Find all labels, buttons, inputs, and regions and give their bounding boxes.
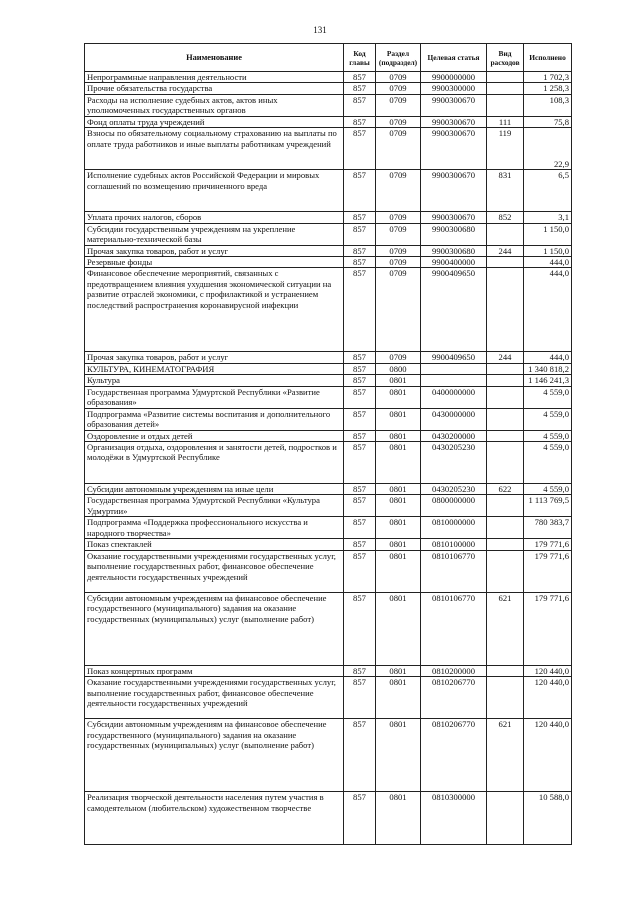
- row-amount: 444,0: [524, 257, 572, 268]
- row-article: 0430205230: [421, 484, 487, 495]
- row-code: 857: [344, 245, 376, 256]
- row-amount: 120 440,0: [524, 665, 572, 676]
- row-expense-type: [487, 792, 524, 845]
- row-amount: 444,0: [524, 352, 572, 363]
- row-name: Уплата прочих налогов, сборов: [85, 212, 344, 223]
- row-section: 0709: [376, 72, 421, 83]
- row-amount: 4 559,0: [524, 442, 572, 484]
- row-code: 857: [344, 72, 376, 83]
- row-expense-type: 111: [487, 116, 524, 127]
- row-article: [421, 363, 487, 374]
- row-expense-type: 852: [487, 212, 524, 223]
- table-row: [85, 592, 572, 665]
- table-row: [85, 245, 572, 256]
- row-section: 0801: [376, 550, 421, 592]
- row-amount: 444,0: [524, 268, 572, 352]
- row-article: 9900300000: [421, 83, 487, 94]
- row-article: 0810200000: [421, 665, 487, 676]
- row-amount: 1 258,3: [524, 83, 572, 94]
- row-section: 0709: [376, 223, 421, 245]
- row-section: 0709: [376, 128, 421, 170]
- row-article: 9900300670: [421, 170, 487, 212]
- row-section: 0709: [376, 245, 421, 256]
- budget-table: [84, 43, 572, 845]
- row-code: 857: [344, 665, 376, 676]
- row-article: 9900000000: [421, 72, 487, 83]
- table-row: [85, 116, 572, 127]
- table-row: [85, 484, 572, 495]
- row-section: 0709: [376, 83, 421, 94]
- row-expense-type: [487, 442, 524, 484]
- row-name: Непрограммные направления деятельности: [85, 72, 344, 83]
- row-code: 857: [344, 212, 376, 223]
- table-row: [85, 719, 572, 792]
- row-expense-type: 621: [487, 592, 524, 665]
- row-code: 857: [344, 386, 376, 408]
- header-name: Наименование: [85, 44, 344, 72]
- row-code: 857: [344, 128, 376, 170]
- row-code: 857: [344, 408, 376, 430]
- row-name: Взносы по обязательному социальному страхованию на выплаты по оплате труда работников и иные выплаты работникам учреждений: [85, 128, 344, 170]
- row-article: 0810000000: [421, 517, 487, 539]
- row-section: 0709: [376, 170, 421, 212]
- row-name: Субсидии автономным учреждениям на финансовое обеспечение государственного (муниципального) задания на оказание государственных (муниципальных) услуг (выполнение работ): [85, 719, 344, 792]
- row-amount: 1 113 769,5: [524, 495, 572, 517]
- row-article: 9900409650: [421, 268, 487, 352]
- row-code: 857: [344, 83, 376, 94]
- row-expense-type: [487, 517, 524, 539]
- row-expense-type: [487, 94, 524, 116]
- table-row: [85, 792, 572, 845]
- row-section: 0709: [376, 268, 421, 352]
- header-code: Код главы: [344, 44, 376, 72]
- row-article: 9900300670: [421, 212, 487, 223]
- row-name: Резервные фонды: [85, 257, 344, 268]
- row-expense-type: [487, 363, 524, 374]
- row-article: 0800000000: [421, 495, 487, 517]
- table-row: [85, 517, 572, 539]
- row-amount: 1 150,0: [524, 223, 572, 245]
- row-amount: 179 771,6: [524, 539, 572, 550]
- row-article: [421, 375, 487, 386]
- table-row: [85, 442, 572, 484]
- row-section: 0801: [376, 375, 421, 386]
- row-amount: 22,9: [524, 128, 572, 170]
- row-name: Субсидии автономным учреждениям на финансовое обеспечение государственного (муниципального) задания на оказание государственных (муниципальных) услуг (выполнение работ): [85, 592, 344, 665]
- row-section: 0709: [376, 94, 421, 116]
- row-expense-type: [487, 550, 524, 592]
- table-row: [85, 386, 572, 408]
- row-name: Финансовое обеспечение мероприятий, связанных с предотвращением влияния ухудшения экономической ситуации на развитие отраслей экономики, с профилактикой и устранением последствий распространения коронавирусной инфекции: [85, 268, 344, 352]
- row-article: 0400000000: [421, 386, 487, 408]
- table-row: [85, 223, 572, 245]
- row-amount: 4 559,0: [524, 430, 572, 441]
- row-expense-type: 621: [487, 719, 524, 792]
- table-row: [85, 363, 572, 374]
- row-article: 9900300680: [421, 223, 487, 245]
- row-name: Организация отдыха, оздоровления и занятости детей, подростков и молодёжи в Удмуртской Республике: [85, 442, 344, 484]
- row-name: Показ концертных программ: [85, 665, 344, 676]
- row-code: 857: [344, 268, 376, 352]
- header-article: Целевая статья: [421, 44, 487, 72]
- row-name: Государственная программа Удмуртской Республики «Развитие образования»: [85, 386, 344, 408]
- table-row: [85, 128, 572, 170]
- row-name: Исполнение судебных актов Российской Федерации и мировых соглашений по возмещению причиненного вреда: [85, 170, 344, 212]
- row-code: 857: [344, 170, 376, 212]
- row-article: 0810106770: [421, 550, 487, 592]
- row-section: 0801: [376, 539, 421, 550]
- row-article: 0810106770: [421, 592, 487, 665]
- row-code: 857: [344, 257, 376, 268]
- row-name: Культура: [85, 375, 344, 386]
- header-executed: Исполнено: [524, 44, 572, 72]
- row-name: Расходы на исполнение судебных актов, актов иных уполномоченных государственных органов: [85, 94, 344, 116]
- row-section: 0709: [376, 257, 421, 268]
- row-amount: 1 702,3: [524, 72, 572, 83]
- table-row: [85, 257, 572, 268]
- row-amount: 4 559,0: [524, 386, 572, 408]
- table-row: [85, 375, 572, 386]
- row-section: 0801: [376, 408, 421, 430]
- row-code: 857: [344, 495, 376, 517]
- row-article: 0810100000: [421, 539, 487, 550]
- row-code: 857: [344, 363, 376, 374]
- row-code: 857: [344, 677, 376, 719]
- table-row: [85, 539, 572, 550]
- row-code: 857: [344, 719, 376, 792]
- row-name: Субсидии автономным учреждениям на иные цели: [85, 484, 344, 495]
- table-row: [85, 408, 572, 430]
- row-expense-type: [487, 665, 524, 676]
- row-expense-type: [487, 677, 524, 719]
- row-expense-type: [487, 386, 524, 408]
- page-number: 131: [313, 25, 327, 35]
- table-row: [85, 170, 572, 212]
- row-article: 0810206770: [421, 677, 487, 719]
- row-section: 0801: [376, 792, 421, 845]
- row-amount: 179 771,6: [524, 550, 572, 592]
- row-name: Оказание государственными учреждениями государственных услуг, выполнение государственных работ, финансовое обеспечение деятельности государственных учреждений: [85, 550, 344, 592]
- row-amount: 780 383,7: [524, 517, 572, 539]
- row-expense-type: 244: [487, 245, 524, 256]
- row-amount: 1 340 818,2: [524, 363, 572, 374]
- table-header-row: [85, 44, 572, 72]
- table-row: [85, 212, 572, 223]
- row-code: 857: [344, 484, 376, 495]
- row-amount: 4 559,0: [524, 408, 572, 430]
- row-section: 0801: [376, 484, 421, 495]
- row-article: 9900300670: [421, 116, 487, 127]
- row-amount: 6,5: [524, 170, 572, 212]
- row-section: 0709: [376, 212, 421, 223]
- row-section: 0801: [376, 517, 421, 539]
- table-row: [85, 83, 572, 94]
- row-section: 0801: [376, 665, 421, 676]
- row-expense-type: [487, 495, 524, 517]
- row-article: 0810300000: [421, 792, 487, 845]
- row-name: Реализация творческой деятельности населения путем участия в самодеятельном (любительском) художественном творчестве: [85, 792, 344, 845]
- header-expense-type: Вид расходов: [487, 44, 524, 72]
- row-expense-type: [487, 83, 524, 94]
- row-amount: 4 559,0: [524, 484, 572, 495]
- row-amount: 179 771,6: [524, 592, 572, 665]
- row-expense-type: [487, 268, 524, 352]
- row-name: Государственная программа Удмуртской Республики «Культура Удмуртии»: [85, 495, 344, 517]
- row-name: Субсидии государственным учреждениям на укрепление материально-технической базы: [85, 223, 344, 245]
- row-section: 0709: [376, 352, 421, 363]
- table-row: [85, 352, 572, 363]
- row-code: 857: [344, 539, 376, 550]
- row-amount: 1 146 241,3: [524, 375, 572, 386]
- row-article: 0430200000: [421, 430, 487, 441]
- table-row: [85, 550, 572, 592]
- row-section: 0800: [376, 363, 421, 374]
- row-name: Фонд оплаты труда учреждений: [85, 116, 344, 127]
- row-amount: 3,1: [524, 212, 572, 223]
- table-row: [85, 268, 572, 352]
- row-name: Оздоровление и отдых детей: [85, 430, 344, 441]
- row-expense-type: 244: [487, 352, 524, 363]
- table-row: [85, 72, 572, 83]
- row-expense-type: [487, 375, 524, 386]
- row-name: Оказание государственными учреждениями государственных услуг, выполнение государственных работ, финансовое обеспечение деятельности государственных учреждений: [85, 677, 344, 719]
- row-section: 0801: [376, 442, 421, 484]
- row-expense-type: [487, 430, 524, 441]
- row-name: Прочая закупка товаров, работ и услуг: [85, 352, 344, 363]
- row-article: 9900300680: [421, 245, 487, 256]
- row-code: 857: [344, 442, 376, 484]
- table-row: [85, 430, 572, 441]
- table-row: [85, 94, 572, 116]
- row-code: 857: [344, 792, 376, 845]
- row-amount: 75,8: [524, 116, 572, 127]
- row-code: 857: [344, 550, 376, 592]
- row-expense-type: [487, 539, 524, 550]
- row-article: 9900300670: [421, 94, 487, 116]
- header-section: Раздел (подраздел): [376, 44, 421, 72]
- row-expense-type: 622: [487, 484, 524, 495]
- row-name: Подпрограмма «Развитие системы воспитания и дополнительного образования детей»: [85, 408, 344, 430]
- row-name: Подпрограмма «Поддержка профессионального искусства и народного творчества»: [85, 517, 344, 539]
- row-code: 857: [344, 592, 376, 665]
- row-code: 857: [344, 517, 376, 539]
- row-section: 0801: [376, 495, 421, 517]
- table-row: [85, 677, 572, 719]
- row-code: 857: [344, 116, 376, 127]
- row-expense-type: [487, 72, 524, 83]
- row-name: Показ спектаклей: [85, 539, 344, 550]
- row-expense-type: 119: [487, 128, 524, 170]
- row-amount: 10 588,0: [524, 792, 572, 845]
- table-row: [85, 495, 572, 517]
- row-expense-type: [487, 408, 524, 430]
- row-article: 0430205230: [421, 442, 487, 484]
- row-section: 0801: [376, 592, 421, 665]
- row-section: 0801: [376, 677, 421, 719]
- row-code: 857: [344, 223, 376, 245]
- row-amount: 108,3: [524, 94, 572, 116]
- row-amount: 1 150,0: [524, 245, 572, 256]
- row-code: 857: [344, 375, 376, 386]
- row-article: 0810206770: [421, 719, 487, 792]
- row-name: КУЛЬТУРА, КИНЕМАТОГРАФИЯ: [85, 363, 344, 374]
- row-code: 857: [344, 94, 376, 116]
- row-section: 0801: [376, 719, 421, 792]
- row-expense-type: [487, 223, 524, 245]
- row-code: 857: [344, 430, 376, 441]
- row-section: 0709: [376, 116, 421, 127]
- row-amount: 120 440,0: [524, 677, 572, 719]
- row-name: Прочие обязательства государства: [85, 83, 344, 94]
- row-section: 0801: [376, 430, 421, 441]
- table-row: [85, 665, 572, 676]
- row-article: 9900400000: [421, 257, 487, 268]
- row-code: 857: [344, 352, 376, 363]
- row-article: 0430000000: [421, 408, 487, 430]
- row-article: 9900300670: [421, 128, 487, 170]
- row-amount: 120 440,0: [524, 719, 572, 792]
- row-section: 0801: [376, 386, 421, 408]
- row-article: 9900409650: [421, 352, 487, 363]
- row-expense-type: [487, 257, 524, 268]
- row-expense-type: 831: [487, 170, 524, 212]
- row-name: Прочая закупка товаров, работ и услуг: [85, 245, 344, 256]
